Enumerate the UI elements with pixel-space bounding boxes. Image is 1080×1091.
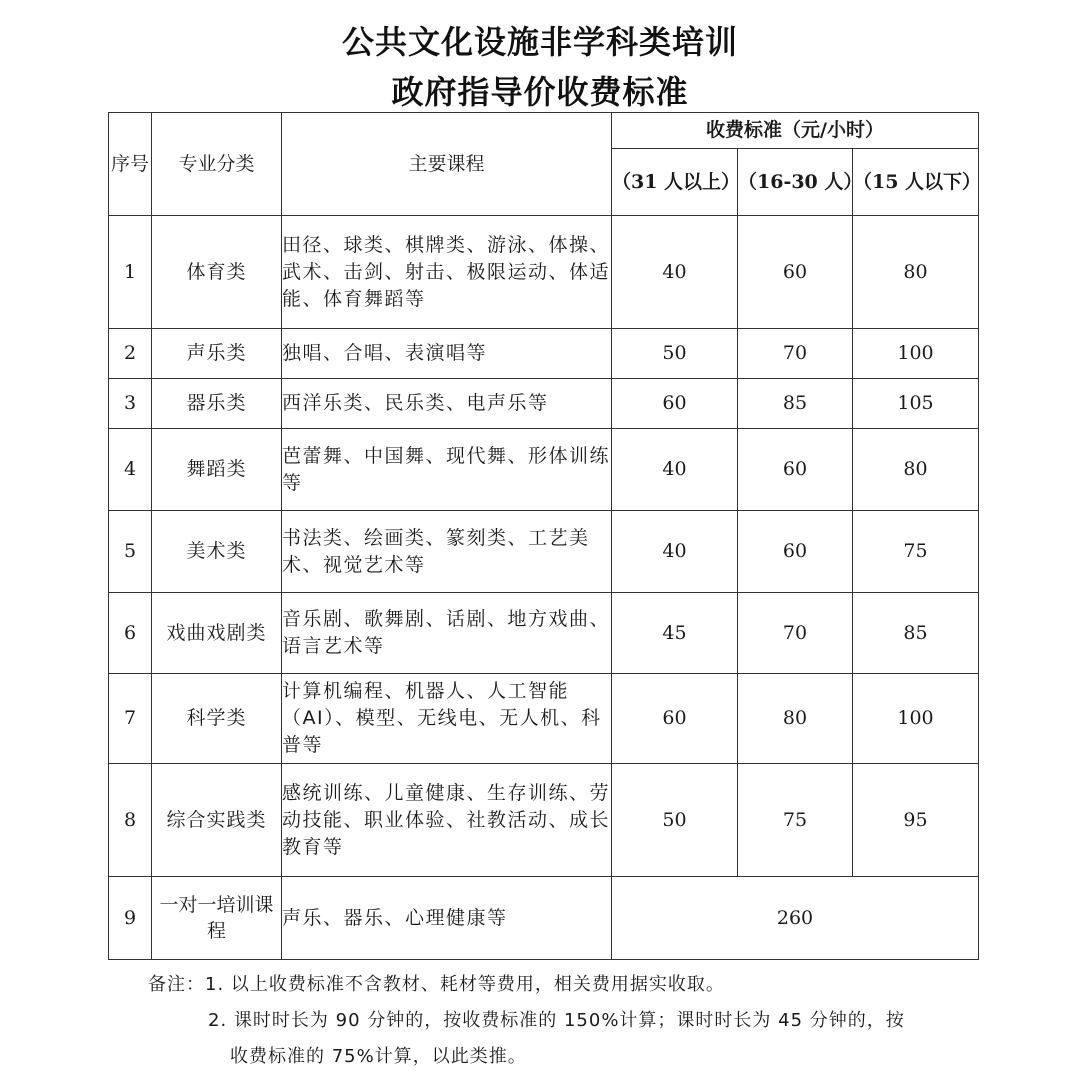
row-courses: 音乐剧、歌舞剧、话剧、地方戏曲、语言艺术等 <box>282 593 612 674</box>
row-courses: 田径、球类、棋牌类、游泳、体操、武术、击剑、射击、极限运动、体适能、体育舞蹈等 <box>282 216 612 329</box>
row-seq: 6 <box>109 593 152 674</box>
row-price-tier3: 100 <box>853 329 979 379</box>
row-seq: 8 <box>109 764 152 877</box>
table-row <box>109 216 979 329</box>
row-price-tier3: 80 <box>853 429 979 511</box>
row-courses: 感统训练、儿童健康、生存训练、劳动技能、职业体验、社教活动、成长教育等 <box>282 764 612 877</box>
row-price-tier3: 105 <box>853 379 979 429</box>
header-tier-31-plus: （31 人以上） <box>612 149 738 216</box>
row-seq: 2 <box>109 329 152 379</box>
row-price-tier2: 60 <box>738 511 853 593</box>
row-price-tier2: 60 <box>738 429 853 511</box>
row-category: 体育类 <box>152 216 282 329</box>
row-price-tier1: 40 <box>612 216 738 329</box>
row-category: 科学类 <box>152 674 282 764</box>
header-courses: 主要课程 <box>282 113 612 216</box>
row-seq: 3 <box>109 379 152 429</box>
row-courses: 芭蕾舞、中国舞、现代舞、形体训练等 <box>282 429 612 511</box>
header-category: 专业分类 <box>152 113 282 216</box>
row-category: 戏曲戏剧类 <box>152 593 282 674</box>
row-price-tier1: 60 <box>612 674 738 764</box>
note-2-line-1: 2. 课时时长为 90 分钟的，按收费标准的 150%计算；课时时长为 45 分钟的，按 <box>208 1010 905 1031</box>
row-seq: 1 <box>109 216 152 329</box>
row-price-tier3: 75 <box>853 511 979 593</box>
row-category: 声乐类 <box>152 329 282 379</box>
row-price-tier3: 95 <box>853 764 979 877</box>
row-price-tier2: 70 <box>738 329 853 379</box>
note-2-line-2: 收费标准的 75%计算，以此类推。 <box>230 1046 527 1067</box>
row-seq: 5 <box>109 511 152 593</box>
page-title-line1: 公共文化设施非学科类培训 <box>341 23 738 61</box>
row-category: 综合实践类 <box>152 764 282 877</box>
row-courses: 声乐、器乐、心理健康等 <box>282 877 612 960</box>
row-category: 舞蹈类 <box>152 429 282 511</box>
fee-table <box>108 112 982 960</box>
row-price-tier1: 50 <box>612 764 738 877</box>
table-row <box>109 329 979 379</box>
row-price-tier2: 70 <box>738 593 853 674</box>
table-row <box>109 511 979 593</box>
row-price-tier3: 80 <box>853 216 979 329</box>
row-category: 器乐类 <box>152 379 282 429</box>
row-courses: 计算机编程、机器人、人工智能（AI）、模型、无线电、无人机、科普等 <box>282 674 612 764</box>
header-fee-standard: 收费标准（元/小时） <box>612 113 979 149</box>
note-1: 1. 以上收费标准不含教材、耗材等费用，相关费用据实收取。 <box>205 974 725 995</box>
table-row <box>109 429 979 511</box>
header-tier-15-below: （15 人以下） <box>853 149 979 216</box>
row-price-tier2: 60 <box>738 216 853 329</box>
row-price-tier2: 80 <box>738 674 853 764</box>
row-price-tier1: 45 <box>612 593 738 674</box>
row-price-flat: 260 <box>612 877 979 960</box>
row-price-tier1: 40 <box>612 429 738 511</box>
row-price-tier2: 85 <box>738 379 853 429</box>
header-seq: 序号 <box>109 113 152 216</box>
row-category: 一对一培训课程 <box>152 877 282 960</box>
header-tier-16-30: （16-30 人） <box>738 149 853 216</box>
row-seq: 9 <box>109 877 152 960</box>
row-category: 美术类 <box>152 511 282 593</box>
row-seq: 7 <box>109 674 152 764</box>
row-price-tier1: 50 <box>612 329 738 379</box>
row-price-tier1: 60 <box>612 379 738 429</box>
notes-label-text: 备注： <box>148 974 205 995</box>
table-row <box>109 379 979 429</box>
table-row <box>109 674 979 764</box>
row-price-tier3: 85 <box>853 593 979 674</box>
row-price-tier2: 75 <box>738 764 853 877</box>
row-seq: 4 <box>109 429 152 511</box>
row-price-tier3: 100 <box>853 674 979 764</box>
row-courses: 书法类、绘画类、篆刻类、工艺美术、视觉艺术等 <box>282 511 612 593</box>
row-courses: 独唱、合唱、表演唱等 <box>282 329 612 379</box>
notes-label <box>148 970 725 996</box>
table-row-one-on-one <box>109 877 979 960</box>
row-price-tier1: 40 <box>612 511 738 593</box>
page-title-line2: 政府指导价收费标准 <box>391 73 689 111</box>
row-courses: 西洋乐类、民乐类、电声乐等 <box>282 379 612 429</box>
table-row <box>109 764 979 877</box>
table-row <box>109 593 979 674</box>
